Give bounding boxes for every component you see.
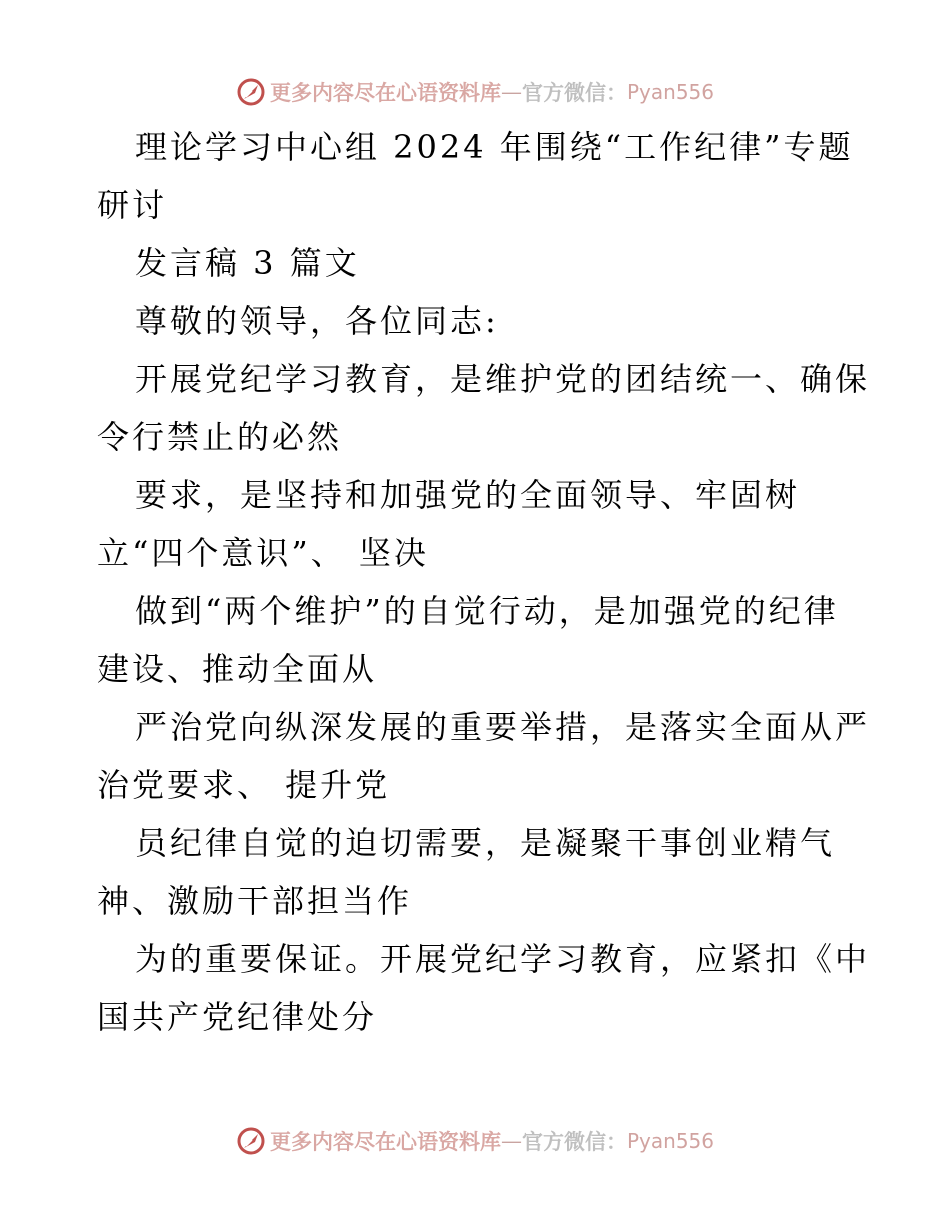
body-line: 立“四个意识”、 坚决: [97, 534, 429, 572]
watermark-wechat-id: Pyan556: [626, 1129, 714, 1153]
body-line: 开展党纪学习教育，是维护党的团结统一、确保: [135, 360, 871, 398]
watermark-brand: 更多内容尽在心语资料库: [269, 80, 501, 105]
body-line: 治党要求、 提升党: [97, 766, 391, 804]
watermark-wechat-id: Pyan556: [626, 80, 714, 104]
subtitle-line: 发言稿 3 篇文: [135, 244, 360, 282]
watermark-dash: —: [500, 1129, 522, 1153]
body-line: 为的重要保证。开展党纪学习教育，应紧扣《中: [135, 940, 871, 978]
body-line: 国共产党纪律处分: [97, 998, 378, 1036]
body-line: 建设、推动全面从: [97, 650, 378, 688]
salutation-line: 尊敬的领导，各位同志:: [135, 302, 499, 340]
body-line: 令行禁止的必然: [97, 418, 343, 456]
quill-logo-icon: [236, 77, 266, 107]
watermark-official-label: 官方微信：: [521, 1129, 627, 1154]
footer-watermark: [0, 1121, 950, 1161]
watermark-dash: —: [500, 80, 522, 104]
title-line-2: 研讨: [97, 186, 168, 224]
watermark-official-label: 官方微信：: [521, 80, 627, 105]
watermark-text: [270, 1126, 714, 1156]
body-line: 神、激励干部担当作: [97, 882, 413, 920]
body-line: 要求，是坚持和加强党的全面领导、牢固树: [135, 476, 801, 514]
header-watermark: [0, 72, 950, 112]
body-line: 做到“两个维护”的自觉行动，是加强党的纪律: [135, 592, 839, 630]
watermark-brand: 更多内容尽在心语资料库: [269, 1129, 501, 1154]
watermark-text: [270, 77, 714, 107]
body-line: 严治党向纵深发展的重要举措，是落实全面从严: [135, 708, 871, 746]
title-line-1: 理论学习中心组 2024 年围绕“工作纪律”专题: [135, 128, 854, 166]
quill-logo-icon: [236, 1126, 266, 1156]
body-line: 员纪律自觉的迫切需要，是凝聚干事创业精气: [135, 824, 836, 862]
